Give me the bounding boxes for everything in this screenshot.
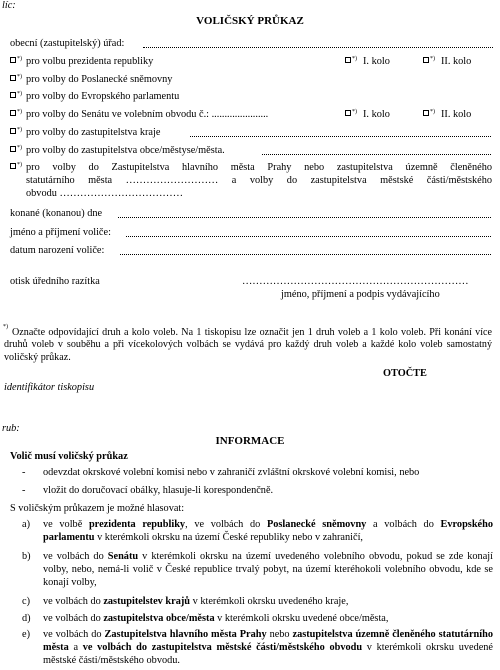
item-a-letter: a) — [22, 519, 30, 530]
prague-checkbox[interactable]: *) — [10, 162, 22, 175]
senate-round2-label: II. kolo — [441, 109, 472, 120]
voter-name-field[interactable] — [126, 236, 491, 237]
must-dash-2: - — [22, 485, 26, 496]
footnote-text: Označte odpovídající druh a kolo voleb. Na 1 tiskopisu lze označit jen 1 druh voleb a 1 kolo voleb. Při konání více druhů voleb v souběhu a při vícekolových volbách se vydává pro každý druh voleb a každé kolo voleb samostatný voličský průkaz. — [4, 327, 492, 363]
item-c-text: ve volbách do zastupitelstev krajů v kterémkoli okrsku uvedeného kraje, — [43, 596, 349, 607]
region-field[interactable] — [190, 136, 491, 137]
municipality-label: pro volby do zastupitelstva obce/městyse/města. — [26, 145, 225, 156]
must-item-1: odevzdat okrskové volební komisi nebo v zahraničí zvláštní okrskové volební komisi, nebo — [43, 467, 420, 478]
can-vote-heading: S voličským průkazem je možné hlasovat: — [10, 503, 185, 514]
voter-dob-field[interactable] — [120, 254, 491, 255]
election-day-field[interactable] — [118, 217, 491, 218]
region-checkbox[interactable]: *) — [10, 127, 22, 140]
item-d-letter: d) — [22, 613, 31, 624]
form-identifier: identifikátor tiskopisu — [4, 382, 95, 393]
back-corner-label: rub: — [2, 423, 20, 434]
item-d-text: ve volbách do zastupitelstva obce/města v kterémkoli okrsku uvedené obce/města, — [43, 613, 389, 624]
voter-dob-label: datum narození voliče: — [10, 245, 105, 256]
item-b-text: ve volbách do Senátu v kterémkoli okrsku na území uvedeného volebního obvodu, pokud se zde konají volby, nebo, nemá-li volič v České republice trvalý pobyt, na území kteréhokoli volebního obvodu, kde se konají volby, — [43, 551, 493, 588]
must-heading: Volič musí voličský průkaz — [10, 451, 128, 462]
municipality-field[interactable] — [262, 154, 491, 155]
signature-label: jméno, příjmení a podpis vydávajícího — [281, 289, 440, 300]
president-checkbox[interactable]: *) — [10, 56, 22, 69]
footnote-mark: *) — [3, 324, 8, 330]
prague-label-line3: obvodu ……………………………… — [26, 188, 184, 199]
must-dash-1: - — [22, 467, 26, 478]
front-corner-label: líc: — [2, 0, 16, 11]
voter-name-label: jméno a příjmení voliče: — [10, 227, 111, 238]
item-b-letter: b) — [22, 551, 31, 562]
president-round1-label: I. kolo — [363, 56, 390, 67]
page-title: VOLIČSKÝ PRŮKAZ — [196, 15, 304, 27]
turn-over-label: OTOČTE — [383, 368, 427, 379]
prague-label-line2: statutárního města ……………………… a volby do zastupitelstva městské části/městského — [26, 175, 492, 186]
europarl-checkbox[interactable]: *) — [10, 91, 22, 104]
prague-label-line1: pro volby do Zastupitelstva hlavního města Prahy nebo zastupitelstva územně členěného — [26, 162, 492, 173]
office-label: obecní (zastupitelský) úřad: — [10, 38, 125, 49]
senate-checkbox[interactable]: *) — [10, 109, 22, 122]
president-label: pro volbu prezidenta republiky — [26, 56, 154, 67]
municipality-checkbox[interactable]: *) — [10, 145, 22, 158]
election-day-label: konané (konanou) dne — [10, 208, 103, 219]
item-a-text: ve volbě prezidenta republiky, ve volbách do Poslanecké sněmovny a volbách do Evropského parlamentu v kterémkoli okrsku na území České republiky nebo v zahraničí, — [43, 519, 493, 543]
item-e-letter: e) — [22, 629, 30, 640]
europarl-label: pro volby do Evropského parlamentu — [26, 91, 180, 102]
item-c-letter: c) — [22, 596, 30, 607]
chamber-checkbox[interactable]: *) — [10, 74, 22, 87]
chamber-label: pro volby do Poslanecké sněmovny — [26, 74, 173, 85]
item-e-text: ve volbách do Zastupitelstva hlavního města Prahy nebo zastupitelstva územně členěného statutárního města a ve volbách do zastupitelstva městské části/městského obvodu v kterémkoli okrsku uvedené městské části/městského obvodu. — [43, 629, 494, 666]
senate-label: pro volby do Senátu ve volebním obvodu č.: ...................... — [26, 109, 269, 120]
president-round1-checkbox[interactable]: *) — [345, 56, 357, 69]
signature-field[interactable]: ………………………………………………………… — [242, 276, 469, 287]
president-round2-checkbox[interactable]: *) — [423, 56, 435, 69]
president-round2-label: II. kolo — [441, 56, 472, 67]
senate-round1-checkbox[interactable]: *) — [345, 109, 357, 122]
info-title: INFORMACE — [215, 435, 285, 447]
senate-round1-label: I. kolo — [363, 109, 390, 120]
region-label: pro volby do zastupitelstva kraje — [26, 127, 161, 138]
stamp-label: otisk úředního razítka — [10, 276, 100, 287]
must-item-2: vložit do doručovací obálky, hlasuje-li korespondenčně. — [43, 485, 274, 496]
senate-round2-checkbox[interactable]: *) — [423, 109, 435, 122]
office-field[interactable] — [143, 47, 493, 48]
